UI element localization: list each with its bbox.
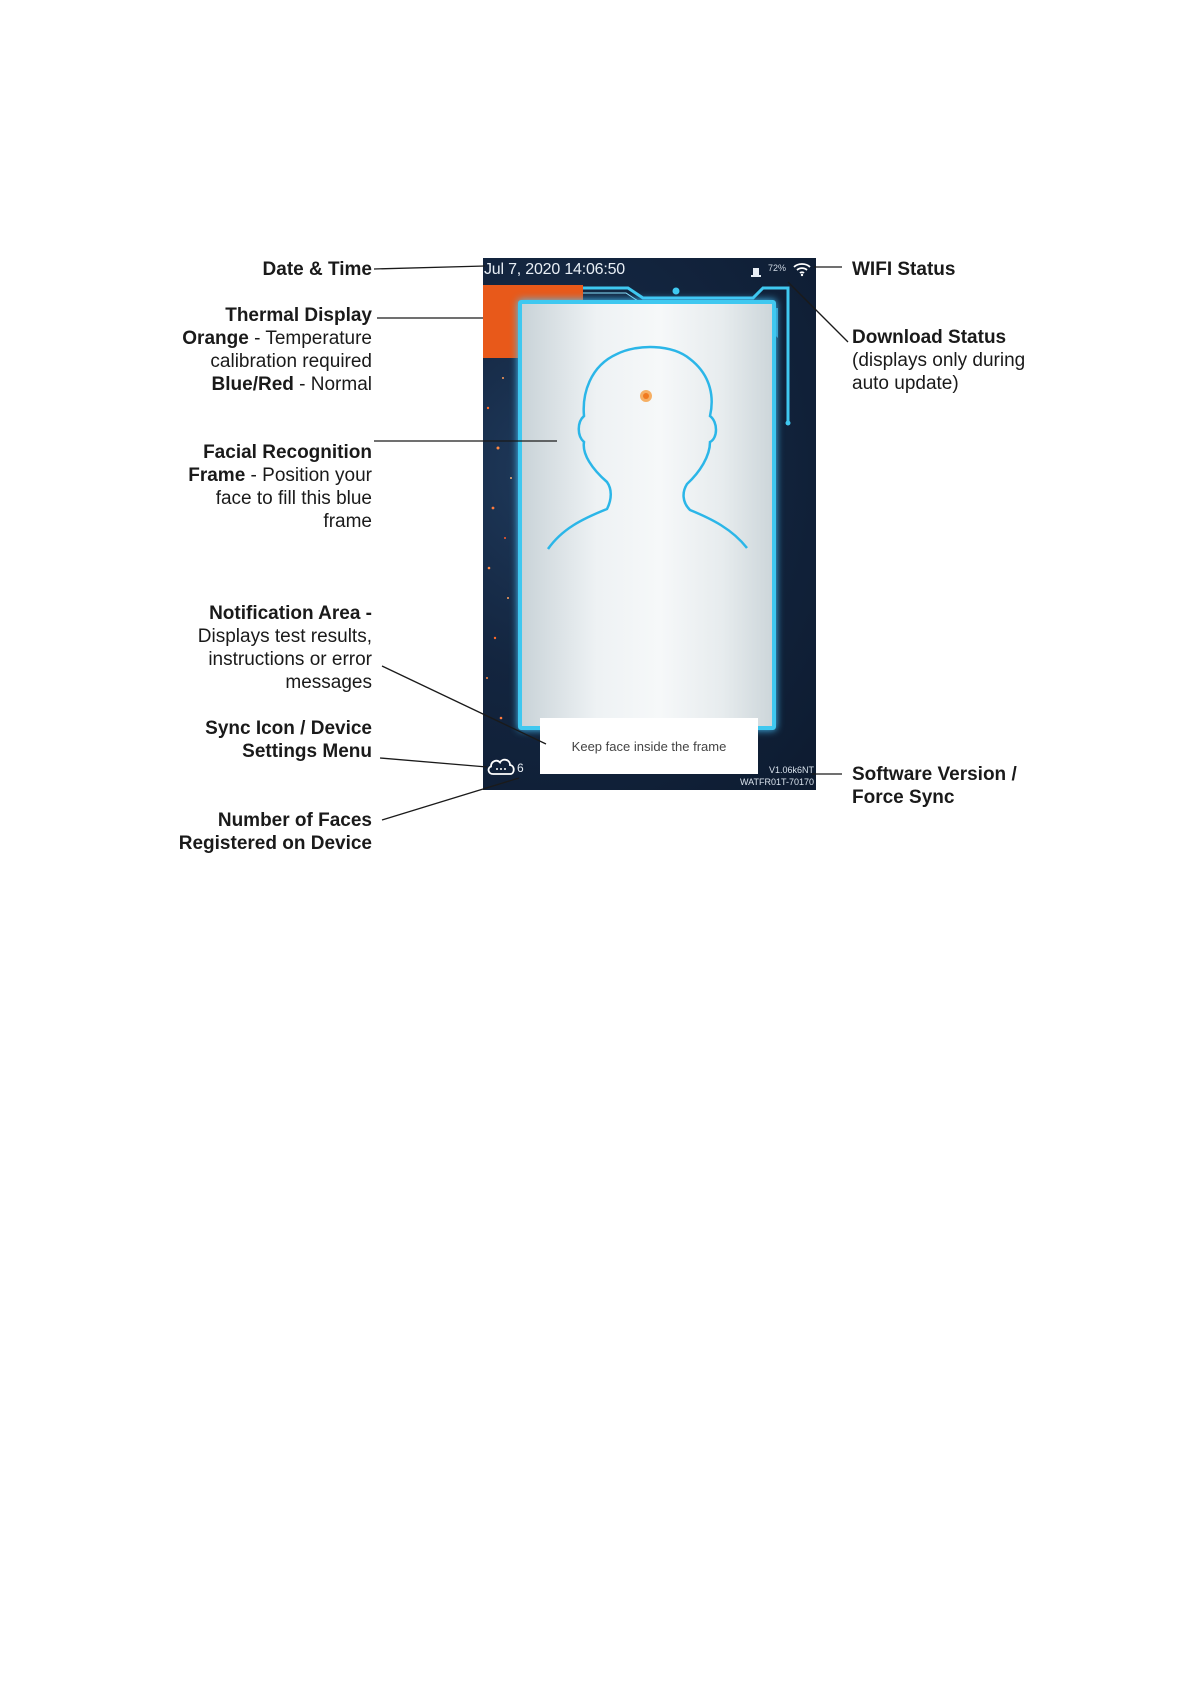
label-download-title: Download Status [852, 327, 1007, 348]
battery-level: 72% [768, 263, 787, 273]
download-icon [751, 266, 761, 278]
status-datetime: Jul 7, 2020 14:06:50 [484, 261, 626, 278]
sync-cloud-icon[interactable] [486, 755, 516, 777]
label-sync-line2: Settings Menu [242, 741, 372, 762]
label-wifi-status [852, 258, 955, 281]
software-version[interactable] [740, 764, 814, 788]
label-notification-line2: Displays test results, [197, 626, 372, 647]
device-screen [483, 258, 816, 790]
facial-recognition-frame [518, 300, 776, 730]
label-notification-line4: messages [285, 672, 372, 693]
label-facial-line3: face to fill this blue [215, 488, 372, 509]
label-software-version [852, 763, 1017, 809]
label-thermal-orange-key: Orange [182, 328, 249, 349]
label-facial-key: Frame [188, 465, 246, 486]
label-notification-area [198, 602, 372, 694]
label-date-time [263, 258, 372, 281]
label-faces-line2: Registered on Device [178, 833, 372, 854]
label-software-line2: Force Sync [852, 787, 955, 808]
label-date-time-text: Date & Time [262, 259, 372, 280]
label-thermal-blue-key: Blue/Red [211, 374, 294, 395]
label-download-status [852, 326, 1025, 395]
label-sync-line1: Sync Icon / Device [205, 718, 372, 739]
device-id: WATFR01T-70170 [739, 777, 814, 787]
label-facial-line4: frame [323, 511, 372, 532]
label-notification-line3: instructions or error [208, 649, 372, 670]
wifi-icon [793, 261, 811, 277]
label-facial-line1: Facial Recognition [203, 442, 372, 463]
label-facial-text: - Position your [245, 465, 372, 486]
face-outline-icon [522, 304, 772, 726]
notification-area: Keep face inside the frame [540, 718, 758, 774]
label-thermal-title: Thermal Display [225, 305, 372, 326]
label-wifi-text: WIFI Status [852, 259, 956, 280]
label-number-of-faces [179, 809, 372, 855]
label-thermal-blue-text: - Normal [293, 374, 372, 395]
label-sync-icon [205, 717, 372, 763]
label-facial-recognition [188, 441, 372, 533]
label-thermal-orange-text2: calibration required [210, 351, 372, 372]
label-notification-title: Notification Area - [209, 603, 372, 624]
software-version-number: V1.06k6NT [768, 765, 814, 775]
label-faces-line1: Number of Faces [217, 810, 372, 831]
label-download-line2: (displays only during [852, 350, 1026, 371]
label-thermal-orange-text: - Temperature [248, 328, 372, 349]
face-count: 6 [517, 761, 524, 775]
label-download-line3: auto update) [852, 373, 959, 394]
label-thermal-display [182, 304, 372, 396]
label-software-line1: Software Version / [852, 764, 1017, 785]
